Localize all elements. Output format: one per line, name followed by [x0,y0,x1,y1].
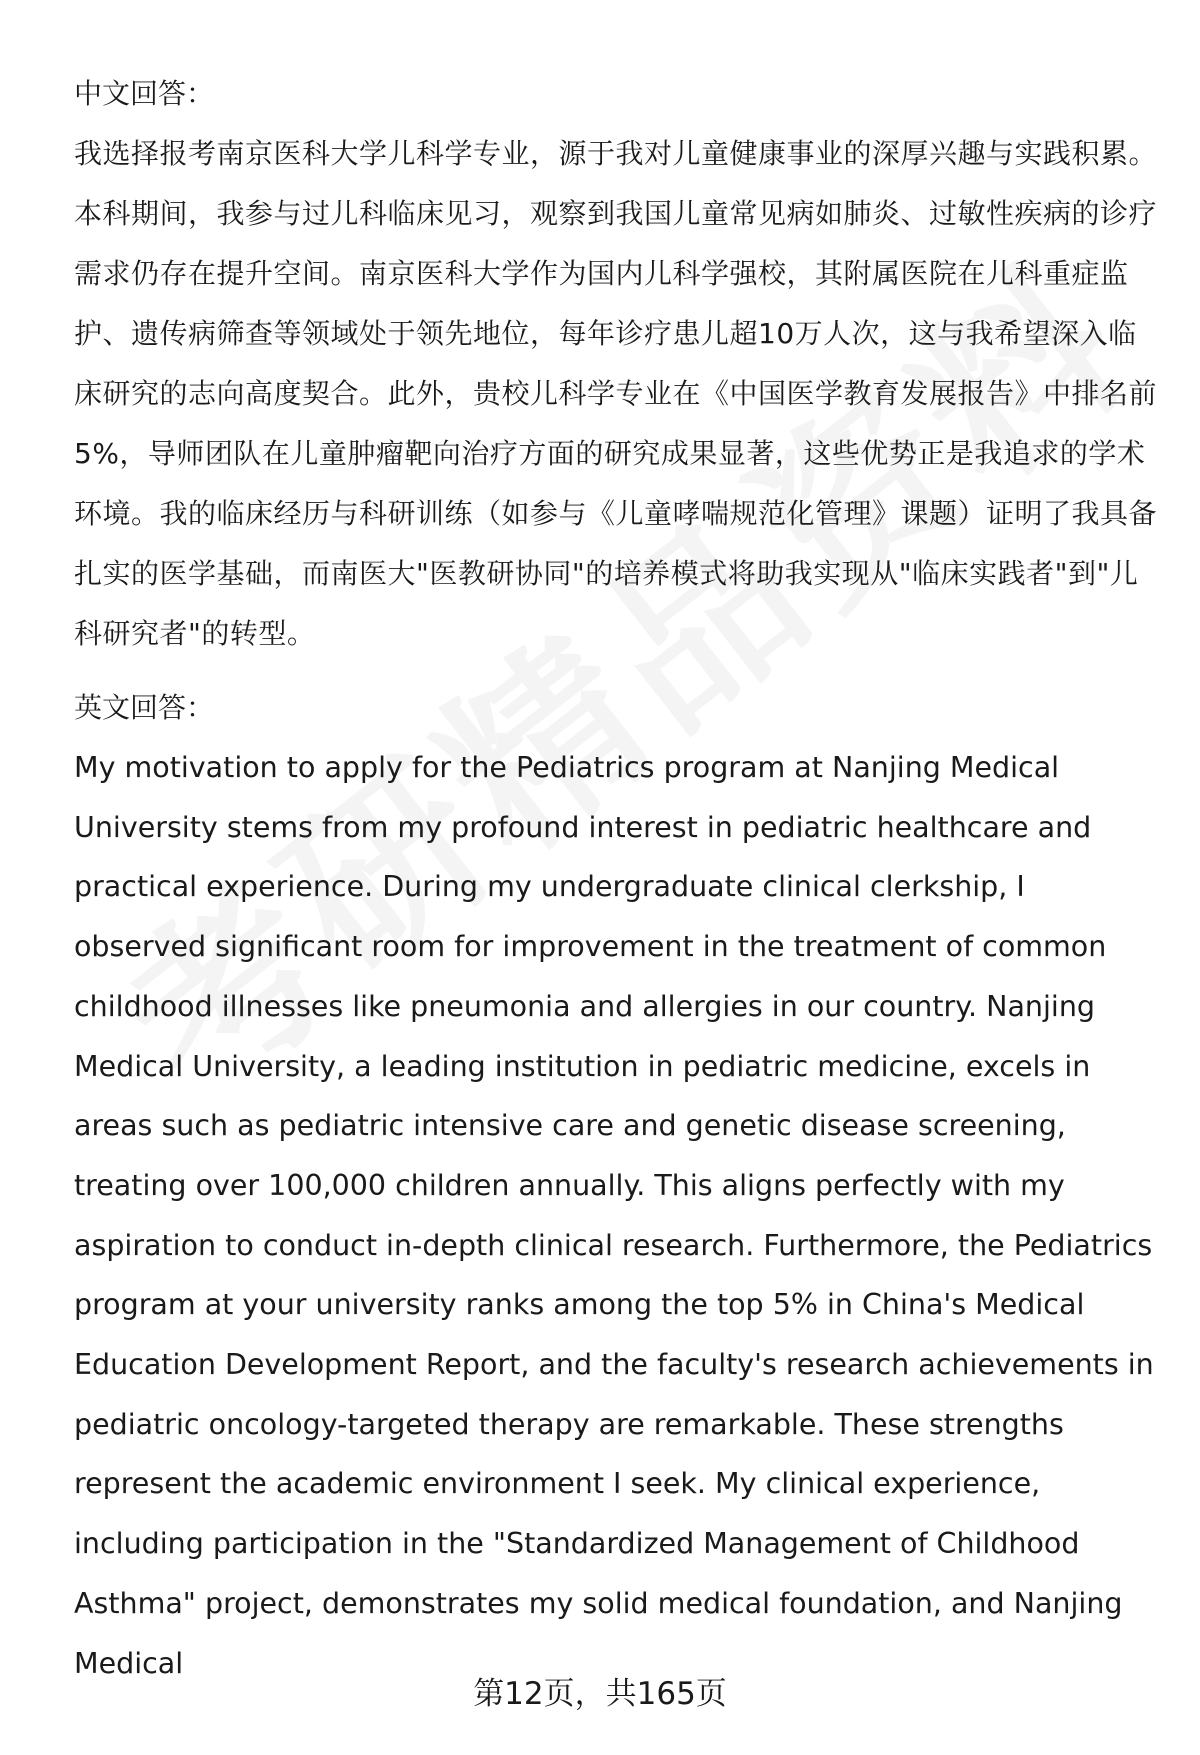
english-answer-heading: 英文回答： [74,691,215,724]
english-answer-paragraph: My motivation to apply for the Pediatrics program at Nanjing Medical University stems from my profound interest in pediatric healthcare and practical experience. During my undergraduate clinical clerkship, I observed significant room for improvement in the treatment of common childhood illnesses like pneumonia and allergies in our country. Nanjing Medical University, a leading institution in pediatric medicine, excels in areas such as pediatric intensive care and genetic disease screening, treating over 100,000 children annually. This aligns perfectly with my aspiration to conduct in-depth clinical research. Furthermore, the Pediatrics program at your university ranks among the top 5% in China's Medical Education Development Report, and the faculty's research achievements in pediatric oncology-targeted therapy are remarkable. These strengths represent the academic environment I seek. My clinical experience, including participation in the "Standardized Management of Childhood Asthma" project, demonstrates my solid medical foundation, and Nanjing Medical [74,751,1154,1680]
document-body [74,64,1164,1693]
section-spacer [74,664,1164,678]
page-number-footer: 第12页，共165页 [473,1676,727,1712]
chinese-answer-heading: 中文回答： [74,77,215,110]
chinese-answer-paragraph: 我选择报考南京医科大学儿科学专业，源于我对儿童健康事业的深厚兴趣与实践积累。本科期间，我参与过儿科临床见习，观察到我国儿童常见病如肺炎、过敏性疾病的诊疗需求仍存在提升空间。南京医科大学作为国内儿科学强校，其附属医院在儿科重症监护、遗传病筛查等领域处于领先地位，每年诊疗患儿超10万人次，这与我希望深入临床研究的志向高度契合。此外，贵校儿科学专业在《中国医学教育发展报告》中排名前5%，导师团队在儿童肿瘤靶向治疗方面的研究成果显著，这些优势正是我追求的学术环境。我的临床经历与科研训练（如参与《儿童哮喘规范化管理》课题）证明了我具备扎实的医学基础，而南医大"医教研协同"的培养模式将助我实现从"临床实践者"到"儿科研究者"的转型。 [74,137,1158,650]
